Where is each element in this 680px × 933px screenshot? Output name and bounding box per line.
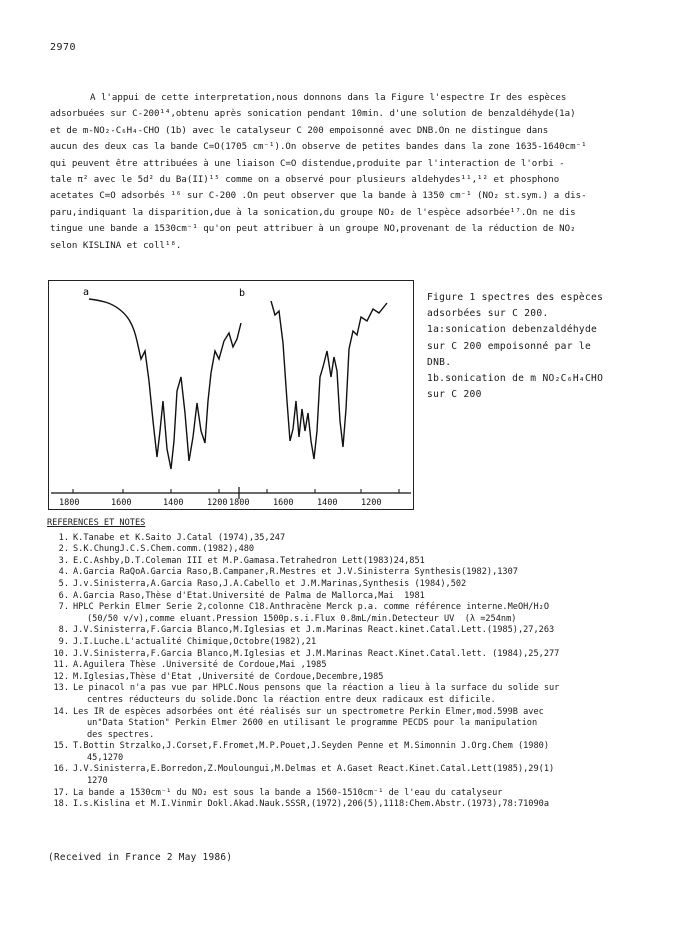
ir-spectra-figure (48, 280, 414, 510)
reference-line: S.K.ChungJ.C.S.Chem.comm.(1982),480 (73, 544, 255, 555)
received-date: (Received in France 2 May 1986) (48, 852, 233, 863)
reference-line: des spectres. (87, 729, 155, 740)
paragraph-line: selon KISLINA et coll¹⁸. (50, 240, 182, 251)
reference-item (47, 579, 647, 591)
reference-line: I.s.Kislina et M.I.Vinmir Dokl.Akad.Nauk.SSSR,(1972),206(5),1118:Chem.Abstr.(1973),78:71090a (73, 799, 549, 810)
reference-item (47, 660, 647, 672)
reference-item (47, 591, 647, 603)
paragraph-line: A l'appui de cette interpretation,nous donnons dans la Figure l'espectre Ir des espèces (90, 93, 567, 103)
reference-text (73, 567, 647, 579)
reference-text (73, 741, 647, 764)
reference-line: HPLC Perkin Elmer Serie 2,colonne C18.Anthracène Merck p.a. comme référence interne.MeOH/H₂O (73, 602, 549, 613)
tick-label-a-1400: 1400 (163, 498, 184, 508)
reference-number: 8. (58, 625, 69, 636)
reference-line: A.Garcia Raso,Thèse d'Etat.Université de Palma de Mallorca,Mai 1981 (73, 590, 425, 601)
reference-line: K.Tanabe et K.Saito J.Catal (1974),35,247 (73, 532, 286, 543)
reference-text (73, 764, 647, 787)
paragraph-line: acetates C=O adsorbés ¹⁶ sur C-200 .On peut observer que la bande à 1350 cm⁻¹ (NO₂ st.sym.) a dis- (50, 191, 587, 202)
reference-line: J.I.Luche.L'actualité Chimique,Octobre(1982),21 (73, 636, 317, 647)
caption-line: Figure 1 spectres des espèces (427, 292, 604, 303)
reference-text (73, 707, 647, 742)
caption-line: 1a:sonication debenzaldéhyde (427, 324, 598, 336)
reference-text (73, 556, 647, 568)
reference-item (47, 637, 647, 649)
spectrum-b-trace (271, 301, 387, 459)
paragraph-line: aucun des deux cas la bande C=O(1705 cm⁻¹).On observe de petites bandes dans la zone 1635-1640cm⁻¹ (50, 142, 587, 153)
tick-label-b-1200: 1200 (361, 498, 382, 508)
reference-number: 11. (53, 660, 69, 671)
reference-item (47, 683, 647, 706)
reference-line: E.C.Ashby,D.T.Coleman III et M.P.Gamasa.Tetrahedron Lett(1983)24,851 (73, 555, 425, 566)
reference-line: 45,1270 (87, 752, 124, 763)
body-paragraph (50, 90, 640, 254)
paragraph-line: adsorbuées sur C-200¹⁴,obtenu après sonication pendant 10min. d'une solution de benzaldéhyde(1a) (50, 109, 576, 120)
reference-number: 6. (58, 590, 69, 601)
reference-line: 1270 (87, 776, 108, 787)
caption-line: DNB. (427, 356, 452, 368)
tick-label-a-1600: 1600 (111, 498, 132, 508)
reference-number: 14. (53, 706, 69, 717)
reference-number: 7. (58, 602, 69, 613)
paragraph-line: paru,indiquant la disparition,due à la sonication,du groupe NO₂ de l'espèce adsorbée¹⁷.On ne dis (50, 207, 576, 218)
reference-number: 3. (58, 555, 69, 566)
reference-number: 9. (58, 636, 69, 647)
reference-number: 15. (53, 741, 69, 752)
reference-item (47, 799, 647, 811)
reference-item (47, 533, 647, 545)
reference-line: La bande a 1530cm⁻¹ du NO₂ est sous la bande a 1560-1510cm⁻¹ de l'eau du catalyseur (73, 787, 503, 798)
reference-text (73, 683, 647, 706)
reference-number: 2. (58, 544, 69, 555)
reference-text (73, 672, 647, 684)
paragraph-line: tale π² avec le 5d² du Ba(II)¹⁵ comme on a observé pour plusieurs aldehydes¹¹,¹² et phosphono (50, 174, 560, 185)
spectrum-a-trace (89, 299, 241, 469)
reference-number: 13. (53, 683, 69, 694)
reference-item (47, 544, 647, 556)
reference-number: 4. (58, 567, 69, 578)
reference-item (47, 788, 647, 800)
caption-line: sur C 200 (427, 389, 482, 401)
tick-label-b-1800: 1800 (229, 498, 250, 508)
reference-number: 18. (53, 799, 69, 810)
paragraph-line: tingue une bande a 1530cm⁻¹ qu'on peut attribuer à un groupe NO,provenant de la réduction de NO₂ (50, 224, 576, 235)
reference-item (47, 602, 647, 625)
tick-label-b-1600: 1600 (273, 498, 294, 508)
reference-line: J.V.Sinisterra,E.Borredon,Z.Mouloungui,M.Delmas et A.Gaset React.Kinet.Catal.Lett(1985),29(1) (73, 764, 555, 775)
reference-item (47, 672, 647, 684)
reference-text (73, 637, 647, 649)
reference-number: 17. (53, 787, 69, 798)
reference-item (47, 707, 647, 742)
references-list (47, 533, 647, 811)
reference-item (47, 567, 647, 579)
reference-line: un"Data Station" Perkin Elmer 2600 en utilisant le programme PECDS pour la manipulation (87, 718, 538, 729)
reference-line: A.Garcia RaQoA.Garcia Raso,B.Campaner,R.Mestres et J.V.Sinisterra Synthesis(1982),1307 (73, 567, 518, 578)
reference-item (47, 741, 647, 764)
reference-line: centres réducteurs du solide.Donc la réaction entre deux radicaux est dificile. (87, 694, 496, 705)
tick-label-a-1200: 1200 (207, 498, 228, 508)
reference-line: Le pinacol n'a pas vue par HPLC.Nous pensons que la réaction a lieu à la surface du solide sur (73, 683, 560, 694)
references-heading: REFERENCES ET NOTES (47, 518, 146, 528)
page-number: 2970 (50, 42, 77, 53)
reference-line: M.Iglesias,Thèse d'Etat ,Université de Cordoue,Decembre,1985 (73, 671, 384, 682)
references-section (47, 518, 647, 811)
reference-line: A.Aguilera Thèse .Université de Cordoue,Mai ,1985 (73, 660, 327, 671)
reference-line: (50/50 v/v),comme eluant.Pression 1500p.s.i.Flux 0.8mL/min.Detecteur UV (λ =254nm) (87, 613, 517, 624)
tick-label-b-1400: 1400 (317, 498, 338, 508)
reference-item (47, 649, 647, 661)
reference-line: J.V.Sinisterra,F.Garcia Blanco,M.Iglesias et J.M.Marinas React.Kinet.Catal.lett. (1984),25,277 (73, 648, 560, 659)
reference-line: J.V.Sinisterra,F.Garcia Blanco,M.Iglesias et J.m.Marinas React.kinet.Catal.Lett.(1985),27,263 (73, 625, 555, 636)
reference-text (73, 649, 647, 661)
reference-text (73, 591, 647, 603)
reference-text (73, 544, 647, 556)
reference-number: 10. (53, 648, 69, 659)
caption-line: sur C 200 empoisonné par le (427, 340, 592, 352)
paragraph-line: et de m-NO₂-C₆H₄-CHO (1b) avec le catalyseur C 200 empoisonné avec DNB.On ne distingue dans (50, 125, 549, 136)
figure-caption (427, 290, 642, 403)
reference-number: 1. (58, 532, 69, 543)
reference-number: 5. (58, 578, 69, 589)
caption-line: adsorbées sur C 200. (427, 308, 549, 320)
tick-label-a-1800: 1800 (59, 498, 80, 508)
reference-item (47, 556, 647, 568)
spectrum-a-label: a (83, 287, 90, 298)
reference-item (47, 625, 647, 637)
paragraph-line: qui peuvent être attribuées à une liaison C=O distendue,produite par l'interaction de l'orbi - (50, 158, 565, 169)
reference-number: 16. (53, 764, 69, 775)
spectrum-b-label: b (239, 288, 246, 299)
caption-line: 1b.sonication de m NO₂C₆H₄CHO (427, 373, 604, 385)
reference-line: T.Bottin Strzalko,J.Corset,F.Fromet,M.P.Pouet,J.Seyden Penne et M.Simonnin J.Org.Chem (1980) (73, 741, 549, 752)
reference-text (73, 533, 647, 545)
reference-text (73, 799, 647, 811)
reference-text (73, 788, 647, 800)
reference-text (73, 602, 647, 625)
reference-item (47, 764, 647, 787)
reference-line: J.v.Sinisterra,A.Garcia Raso,J.A.Cabello et J.M.Marinas,Synthesis (1984),502 (73, 578, 467, 589)
reference-text (73, 625, 647, 637)
reference-number: 12. (53, 671, 69, 682)
reference-text (73, 660, 647, 672)
reference-text (73, 579, 647, 591)
ir-spectra-plot (49, 281, 413, 509)
reference-line: Les IR de espèces adsorbées ont été réalisés sur un spectrometre Perkin Elmer,mod.599B avec (73, 706, 544, 717)
